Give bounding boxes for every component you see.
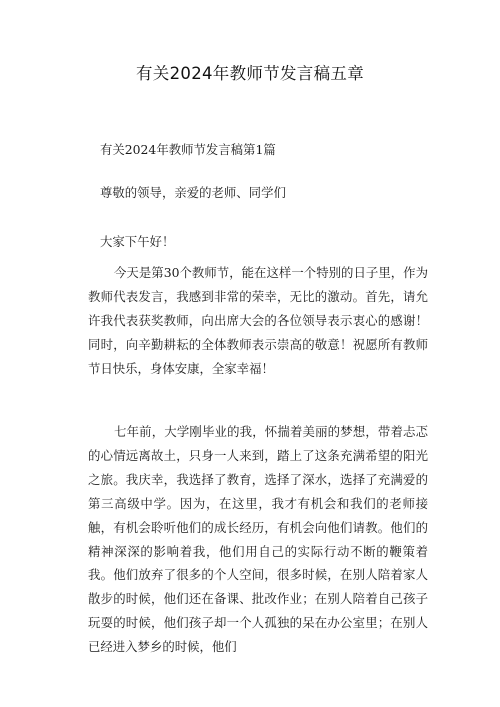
paragraph-1: 今天是第30个教师节，能在这样一个特别的日子里，作为教师代表发言，我感到非常的荣幸，无比的激动。首先，请允许我代表获奖教师，向出席大会的各位领导表示衷心的感谢！同时，向辛勤耕耘的全体教师表示崇高的敬意！祝愿所有教师节日快乐，身体安康，全家幸福！ bbox=[88, 265, 428, 376]
document-title: 有关2024年教师节发言稿五章 bbox=[136, 64, 364, 83]
salutation: 尊敬的领导，亲爱的老师、同学们 bbox=[100, 185, 286, 200]
greeting: 大家下午好！ bbox=[100, 234, 175, 249]
section-heading: 有关2024年教师节发言稿第1篇 bbox=[100, 142, 276, 157]
paragraph-2: 七年前，大学刚毕业的我，怀揣着美丽的梦想，带着忐忑的心情远离故土，只身一人来到，踏上了这条充满希望的阳光之旅。我庆幸，我选择了教育，选择了深水，选择了充满爱的第三高级中学。因为，在这里，我才有机会和我们的老师接触，有机会聆听他们的成长经历，有机会向他们请教。他们的精神深深的影响着我，他们用自己的实际行动不断的鞭策着我。他们放弃了很多的个人空间，很多时候，在别人陪着家人散步的时候，他们还在备课、批改作业；在别人陪着自己孩子玩耍的时候，他们孩子却一个人孤独的呆在办公室里；在别人已经进入梦乡的时候，他们 bbox=[88, 424, 428, 655]
